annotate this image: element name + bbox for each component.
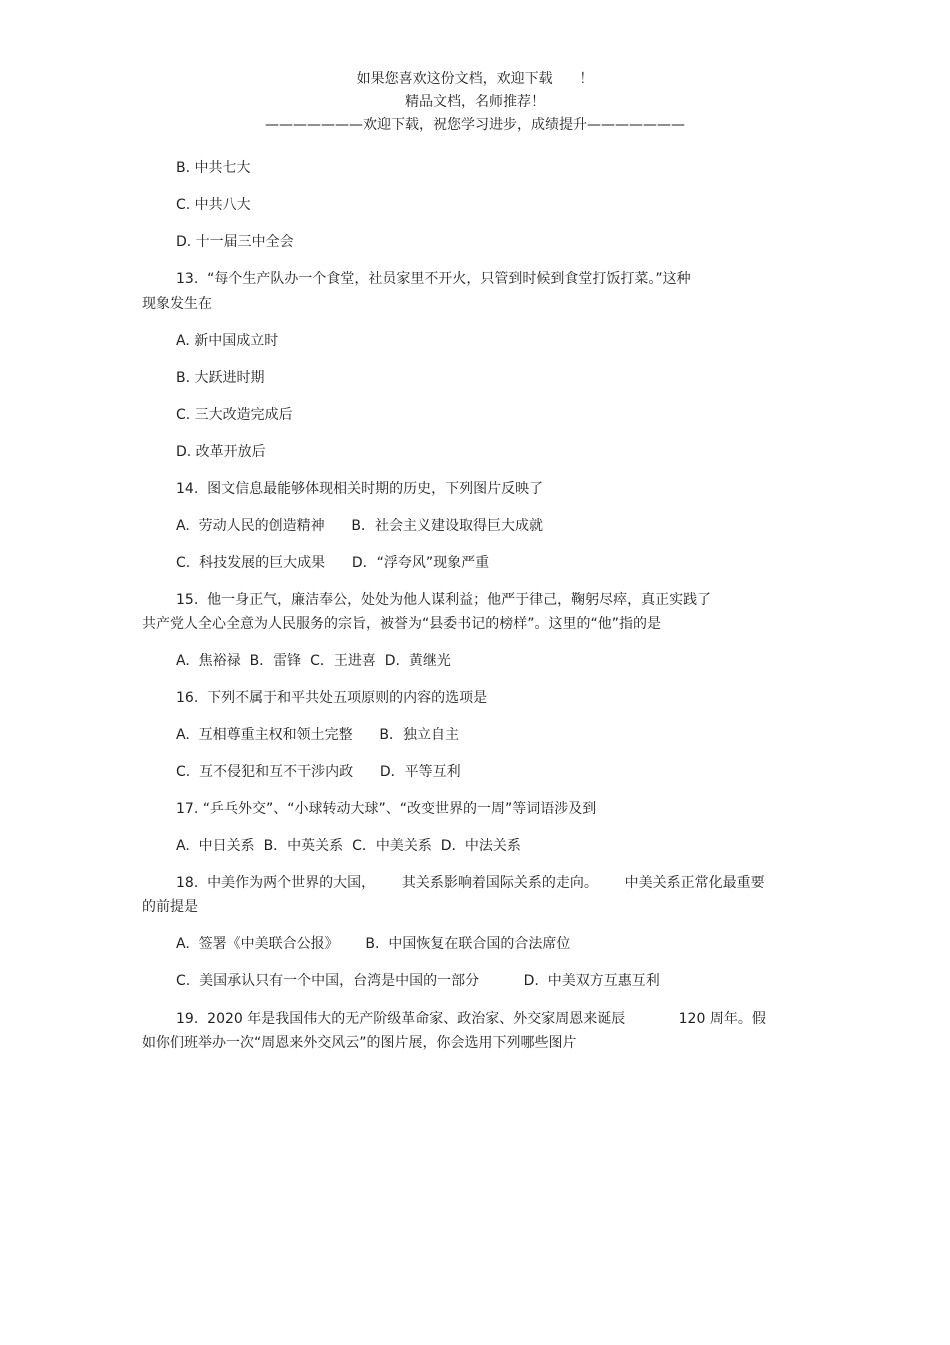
q19-stem: 19. 2020 年是我国伟大的无产阶级革命家、政治家、外交家周恩来诞辰 120 周年。假 xyxy=(176,1011,766,1027)
q14-options-cd: C. 科技发展的巨大成果 D．“浮夸风”现象严重 xyxy=(176,555,490,571)
q12-option-c: C. 中共八大 xyxy=(176,197,251,213)
q19-stem-cont: 如你们班举办一次“周恩来外交风云”的图片展，你会选用下列哪些图片 xyxy=(142,1035,577,1051)
q13-option-b: B. 大跃进时期 xyxy=(176,370,265,386)
q14-options-ab: A. 劳动人民的创造精神 B．社会主义建设取得巨大成就 xyxy=(176,518,543,534)
q12-option-b: B. 中共七大 xyxy=(176,160,251,176)
q13-option-c: C. 三大改造完成后 xyxy=(176,407,293,423)
q15-stem-cont: 共产党人全心全意为人民服务的宗旨，被誉为“县委书记的榜样”。这里的“他”指的是 xyxy=(142,616,662,632)
q18-options-cd: C. 美国承认只有一个中国，台湾是中国的一部分 D. 中美双方互惠互利 xyxy=(176,973,660,989)
header-recommend-line: 精品文档，名师推荐！ xyxy=(405,94,545,110)
q16-stem: 16. 下列不属于和平共处五项原则的内容的选项是 xyxy=(176,690,488,706)
q14-stem: 14. 图文信息最能够体现相关时期的历史，下列图片反映了 xyxy=(176,481,544,497)
header-promo-line: 如果您喜欢这份文档，欢迎下载 ！ xyxy=(356,71,594,87)
q15-stem: 15. 他一身正气，廉洁奉公，处处为他人谋利益；他严于律己，鞠躬尽瘁，真正实践了 xyxy=(176,592,712,608)
q18-options-ab: A. 签署《中美联合公报》 B. 中国恢复在联合国的合法席位 xyxy=(176,936,571,952)
q16-options-ab: A. 互相尊重主权和领土完整 B．独立自主 xyxy=(176,727,459,743)
q17-stem: 17. “乒乓外交”、“小球转动大球”、“改变世界的一周”等词语涉及到 xyxy=(176,801,597,817)
header-divider-line: ———————欢迎下载，祝您学习进步，成绩提升——————— xyxy=(265,117,685,133)
q12-option-d: D. 十一届三中全会 xyxy=(176,234,294,250)
q16-options-cd: C. 互不侵犯和互不干涉内政 D．平等互利 xyxy=(176,764,461,780)
q18-stem: 18. 中美作为两个世界的大国， 其关系影响着国际关系的走向。 中美关系正常化最重要 xyxy=(176,875,765,891)
q17-options: A. 中日关系 B．中英关系 C．中美关系 D. 中法关系 xyxy=(176,838,521,854)
q15-options: A. 焦裕禄 B．雷锋 C．王进喜 D. 黄继光 xyxy=(176,653,451,669)
q18-stem-cont: 的前提是 xyxy=(142,899,198,915)
q13-stem-cont: 现象发生在 xyxy=(142,296,212,312)
q13-option-d: D. 改革开放后 xyxy=(176,444,266,460)
q13-stem: 13. “每个生产队办一个食堂，社员家里不开火，只管到时候到食堂打饭打菜。”这种 xyxy=(176,271,691,287)
q13-option-a: A. 新中国成立时 xyxy=(176,333,279,349)
